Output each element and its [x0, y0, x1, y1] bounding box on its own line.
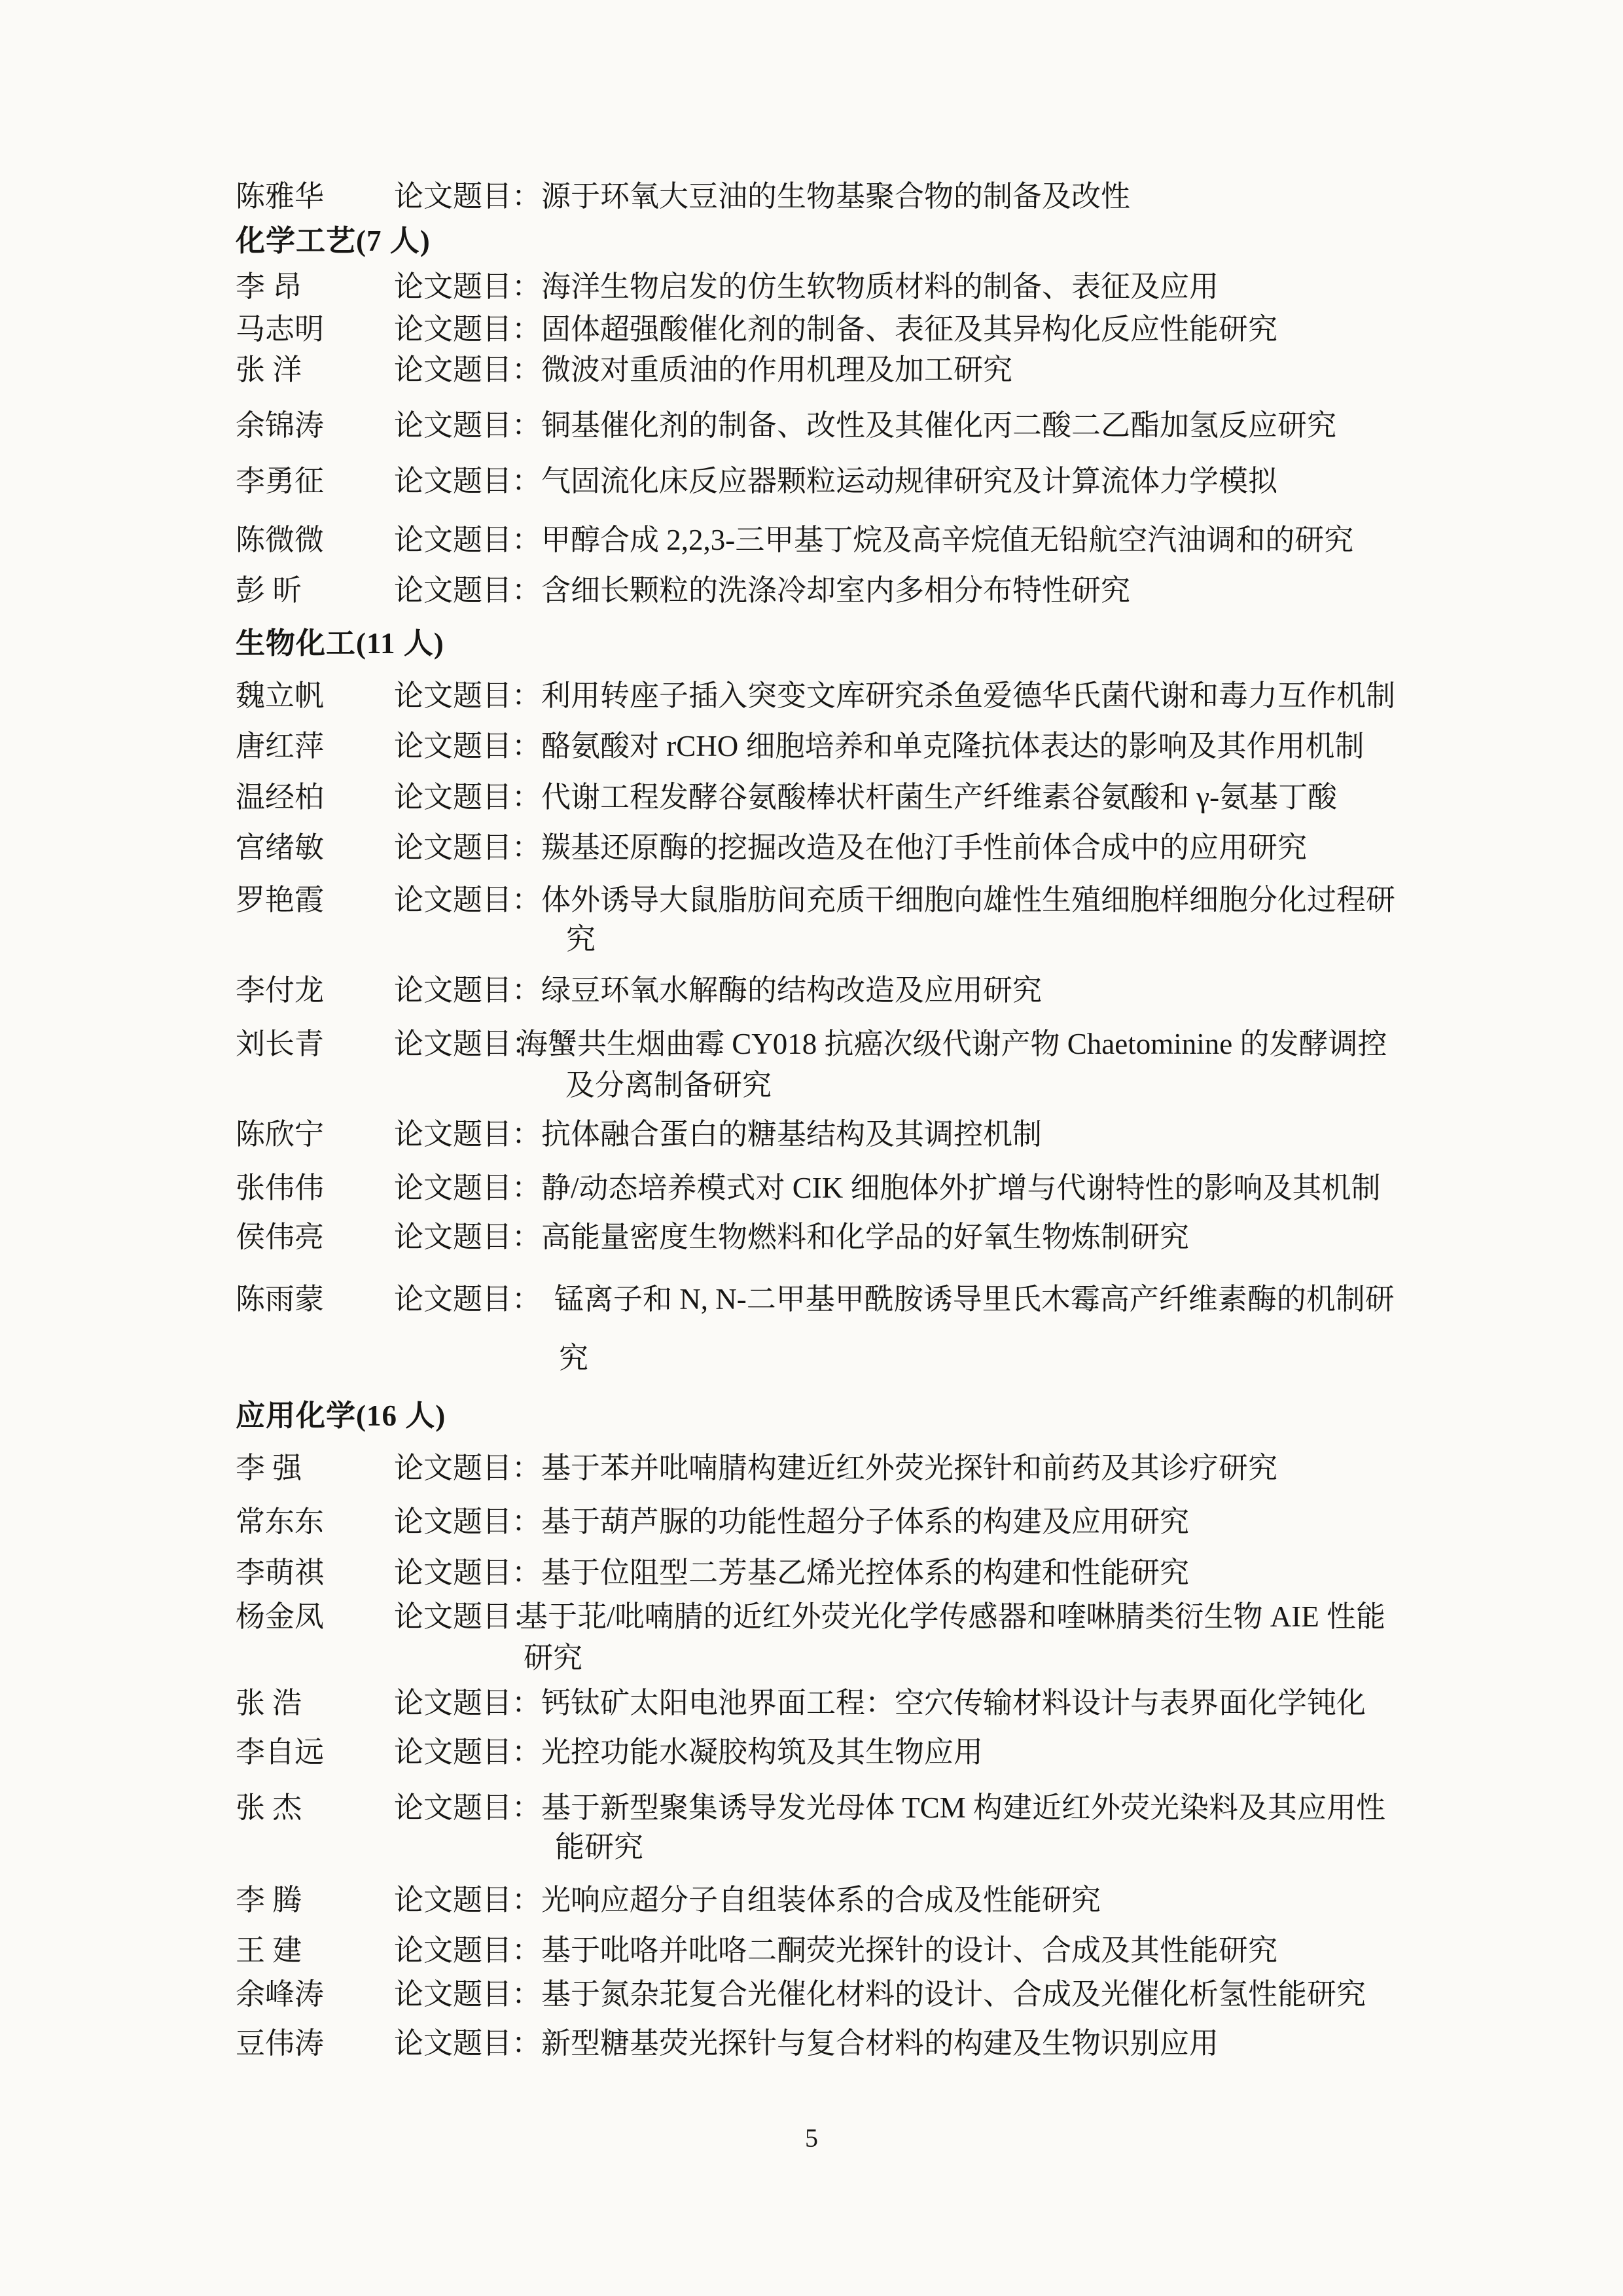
- entry-body: [394, 310, 1277, 348]
- entry-row: [0, 268, 1623, 306]
- thesis-title-label: 论文题目：: [394, 1505, 542, 1538]
- entry-body: [394, 829, 1307, 867]
- student-name: 李自远: [236, 1736, 325, 1768]
- entry-row: [0, 1449, 1623, 1487]
- section-header: 生物化工(11 人): [236, 627, 444, 660]
- thesis-title: 光控功能水凝胶构筑及其生物应用: [541, 1736, 984, 1768]
- thesis-title: 微波对重质油的作用机理及加工研究: [541, 353, 1013, 386]
- thesis-title-label: 论文题目：: [394, 974, 542, 1007]
- entry-body: [394, 1554, 1189, 1592]
- thesis-title-label: 论文题目：: [394, 884, 542, 916]
- thesis-title-label: 论文题目：: [394, 574, 542, 607]
- entry-row-continuation: [0, 1639, 1623, 1677]
- section-header: 应用化学(16 人): [236, 1399, 446, 1432]
- thesis-title-label: 论文题目：: [394, 270, 542, 303]
- thesis-title: 基于氮杂苝复合光催化材料的设计、合成及光催化析氢性能研究: [541, 1978, 1366, 2011]
- thesis-title: 光响应超分子自组装体系的合成及性能研究: [541, 1884, 1101, 1916]
- entry-row: [0, 2024, 1623, 2062]
- student-name: 张 杰: [236, 1791, 302, 1824]
- thesis-title: 铜基催化剂的制备、改性及其催化丙二酸二乙酯加氢反应研究: [541, 409, 1337, 442]
- thesis-title-continued: 及分离制备研究: [565, 1069, 772, 1102]
- student-name: 唐红萍: [236, 730, 325, 762]
- student-name: 魏立帆: [236, 679, 325, 712]
- student-name: 李勇征: [236, 465, 325, 497]
- entry-row: [0, 778, 1623, 816]
- entry-row: [0, 1881, 1623, 1919]
- entry-body: [394, 1503, 1189, 1541]
- thesis-title: 海蟹共生烟曲霉 CY018 抗癌次级代谢产物 Chaetominine 的发酵调控: [518, 1028, 1387, 1060]
- entry-body: [394, 1025, 1387, 1063]
- entry-row: [0, 971, 1623, 1009]
- entry-body: [394, 521, 1353, 559]
- thesis-title: 锰离子和 N, N-二甲基甲酰胺诱导里氏木霉高产纤维素酶的机制研: [554, 1283, 1395, 1316]
- student-name: 侯伟亮: [236, 1221, 325, 1253]
- thesis-title-label: 论文题目：: [394, 353, 542, 386]
- thesis-title-label: 论文题目：: [394, 1556, 542, 1589]
- entry-row: [0, 310, 1623, 348]
- entry-body: [394, 268, 1219, 306]
- entry-row: [0, 1115, 1623, 1153]
- student-name: 陈雨蒙: [236, 1283, 325, 1316]
- entry-body: [394, 1115, 1042, 1153]
- thesis-title-label: 论文题目：: [394, 524, 542, 556]
- entry-body: [394, 1931, 1277, 1969]
- student-name: 李 强: [236, 1452, 302, 1484]
- entry-row: [0, 1503, 1623, 1541]
- student-name: 李萌祺: [236, 1556, 325, 1589]
- thesis-title-label: 论文题目：: [394, 465, 542, 497]
- thesis-title-label: 论文题目：: [394, 1600, 542, 1633]
- entry-row-continuation: [0, 920, 1623, 958]
- entry-row: [0, 727, 1623, 765]
- student-name: 马志明: [236, 313, 325, 346]
- student-name: 余峰涛: [236, 1978, 325, 2011]
- thesis-title: 钙钛矿太阳电池界面工程：空穴传输材料设计与表界面化学钝化: [541, 1687, 1366, 1719]
- entry-row: [0, 677, 1623, 715]
- thesis-title: 气固流化床反应器颗粒运动规律研究及计算流体力学模拟: [541, 465, 1278, 497]
- entry-row: [0, 1684, 1623, 1722]
- entry-body: [394, 1789, 1385, 1827]
- thesis-title-label: 论文题目：: [394, 1978, 542, 2011]
- student-name: 王 建: [236, 1934, 302, 1967]
- entry-row: [0, 571, 1623, 609]
- entry-body: [394, 1975, 1366, 2013]
- student-name: 李 昂: [236, 270, 302, 303]
- entry-row: [0, 1598, 1623, 1636]
- student-name: 陈雅华: [236, 180, 325, 213]
- thesis-title-label: 论文题目：: [394, 1736, 542, 1768]
- thesis-title-label: 论文题目：: [394, 1172, 542, 1204]
- thesis-title-label: 论文题目：: [394, 2027, 542, 2060]
- entry-row: [0, 1169, 1623, 1207]
- entry-row: [0, 881, 1623, 919]
- thesis-title: 绿豆环氧水解酶的结构改造及应用研究: [541, 974, 1043, 1007]
- thesis-title-label: 论文题目：: [394, 1028, 542, 1060]
- thesis-title: 利用转座子插入突变文库研究杀鱼爱德华氏菌代谢和毒力互作机制: [541, 679, 1396, 712]
- thesis-title-label: 论文题目：: [394, 1791, 542, 1824]
- entry-row: [0, 406, 1623, 444]
- thesis-title: 基于苯并吡喃腈构建近红外荧光探针和前药及其诊疗研究: [541, 1452, 1278, 1484]
- entry-body: [394, 677, 1395, 715]
- thesis-title-label: 论文题目：: [394, 831, 542, 864]
- thesis-title: 代谢工程发酵谷氨酸棒状杆菌生产纤维素谷氨酸和 γ-氨基丁酸: [541, 781, 1338, 814]
- thesis-title: 高能量密度生物燃料和化学品的好氧生物炼制研究: [541, 1221, 1190, 1253]
- thesis-title-label: 论文题目：: [394, 1221, 542, 1253]
- student-name: 张 洋: [236, 353, 302, 386]
- thesis-title: 海洋生物启发的仿生软物质材料的制备、表征及应用: [541, 270, 1219, 303]
- thesis-title: 基于葫芦脲的功能性超分子体系的构建及应用研究: [541, 1505, 1190, 1538]
- thesis-title: 含细长颗粒的洗涤冷却室内多相分布特性研究: [541, 574, 1131, 607]
- thesis-title: 体外诱导大鼠脂肪间充质干细胞向雄性生殖细胞样细胞分化过程研: [541, 884, 1396, 916]
- thesis-title: 甲醇合成 2,2,3-三甲基丁烷及高辛烷值无铅航空汽油调和的研究: [541, 524, 1354, 556]
- entry-body: [394, 778, 1337, 816]
- student-name: 杨金凤: [236, 1600, 325, 1633]
- entry-body: [394, 1280, 1395, 1318]
- entry-body: [394, 1598, 1385, 1636]
- thesis-title-label: 论文题目：: [394, 1934, 542, 1967]
- entry-row: [0, 1931, 1623, 1969]
- thesis-title-label: 论文题目：: [394, 1283, 542, 1316]
- student-name: 罗艳霞: [236, 884, 325, 916]
- thesis-title: 基于吡咯并吡咯二酮荧光探针的设计、合成及其性能研究: [541, 1934, 1278, 1967]
- student-name: 宫绪敏: [236, 831, 325, 864]
- thesis-title: 新型糖基荧光探针与复合材料的构建及生物识别应用: [541, 2027, 1219, 2060]
- thesis-title-continued: 研究: [524, 1641, 583, 1674]
- entry-body: [394, 1449, 1277, 1487]
- student-name: 张伟伟: [236, 1172, 325, 1204]
- entry-body: [394, 971, 1042, 1009]
- thesis-title-label: 论文题目：: [394, 1452, 542, 1484]
- entry-row-continuation: [0, 1828, 1623, 1866]
- thesis-title-continued: 究: [566, 923, 596, 956]
- student-name: 陈欣宁: [236, 1118, 325, 1151]
- student-name: 李付龙: [236, 974, 325, 1007]
- entry-body: [394, 462, 1277, 500]
- thesis-title: 羰基还原酶的挖掘改造及在他汀手性前体合成中的应用研究: [541, 831, 1308, 864]
- thesis-title: 抗体融合蛋白的糖基结构及其调控机制: [541, 1118, 1043, 1151]
- entry-body: [394, 351, 1012, 389]
- entry-row-continuation: [0, 1339, 1623, 1377]
- entry-body: [394, 1881, 1101, 1919]
- thesis-title-label: 论文题目：: [394, 1687, 542, 1719]
- entry-row: [0, 1975, 1623, 2013]
- entry-body: [394, 1218, 1189, 1256]
- thesis-title-label: 论文题目：: [394, 313, 542, 346]
- page-number: 5: [805, 2123, 818, 2153]
- entry-row: [0, 1733, 1623, 1771]
- entry-row: [0, 1789, 1623, 1827]
- thesis-title: 源于环氧大豆油的生物基聚合物的制备及改性: [541, 180, 1131, 213]
- entry-row: [0, 1554, 1623, 1592]
- entry-body: [394, 881, 1395, 919]
- entry-row: [0, 351, 1623, 389]
- entry-body: [394, 727, 1364, 765]
- thesis-title-label: 论文题目：: [394, 1118, 542, 1151]
- entry-row: [0, 1218, 1623, 1256]
- thesis-title: 酪氨酸对 rCHO 细胞培养和单克隆抗体表达的影响及其作用机制: [541, 730, 1364, 762]
- thesis-title-label: 论文题目：: [394, 781, 542, 814]
- entry-row: [0, 521, 1623, 559]
- thesis-title-label: 论文题目：: [394, 679, 542, 712]
- thesis-title: 基于位阻型二芳基乙烯光控体系的构建和性能研究: [541, 1556, 1190, 1589]
- entry-row: [0, 462, 1623, 500]
- section-header: 化学工艺(7 人): [236, 224, 431, 257]
- student-name: 李 腾: [236, 1884, 302, 1916]
- thesis-title: 基于苝/吡喃腈的近红外荧光化学传感器和喹啉腈类衍生物 AIE 性能: [518, 1600, 1385, 1633]
- student-name: 常东东: [236, 1505, 325, 1538]
- entry-row: [0, 829, 1623, 867]
- entry-body: [394, 571, 1130, 609]
- thesis-title-label: 论文题目：: [394, 1884, 542, 1916]
- entry-row: [0, 177, 1623, 215]
- thesis-title-label: 论文题目：: [394, 730, 542, 762]
- entry-body: [394, 406, 1336, 444]
- thesis-title-continued: 能研究: [555, 1831, 644, 1863]
- entry-body: [394, 2024, 1219, 2062]
- thesis-title: 基于新型聚集诱导发光母体 TCM 构建近红外荧光染料及其应用性: [541, 1791, 1386, 1824]
- student-name: 彭 昕: [236, 574, 302, 607]
- thesis-title-label: 论文题目：: [394, 180, 542, 213]
- thesis-title-continued: 究: [559, 1342, 589, 1374]
- student-name: 陈微微: [236, 524, 325, 556]
- entry-body: [394, 177, 1130, 215]
- thesis-title-label: 论文题目：: [394, 409, 542, 442]
- student-name: 张 浩: [236, 1687, 302, 1719]
- entry-body: [394, 1733, 983, 1771]
- entry-row: [0, 1025, 1623, 1063]
- entry-row-continuation: [0, 1066, 1623, 1104]
- student-name: 刘长青: [236, 1028, 325, 1060]
- entry-row: [0, 1280, 1623, 1318]
- entry-body: [394, 1169, 1381, 1207]
- student-name: 余锦涛: [236, 409, 325, 442]
- student-name: 温经柏: [236, 781, 325, 814]
- entry-body: [394, 1684, 1366, 1722]
- student-name: 豆伟涛: [236, 2027, 325, 2060]
- thesis-title: 固体超强酸催化剂的制备、表征及其异构化反应性能研究: [541, 313, 1278, 346]
- thesis-title: 静/动态培养模式对 CIK 细胞体外扩增与代谢特性的影响及其机制: [541, 1172, 1381, 1204]
